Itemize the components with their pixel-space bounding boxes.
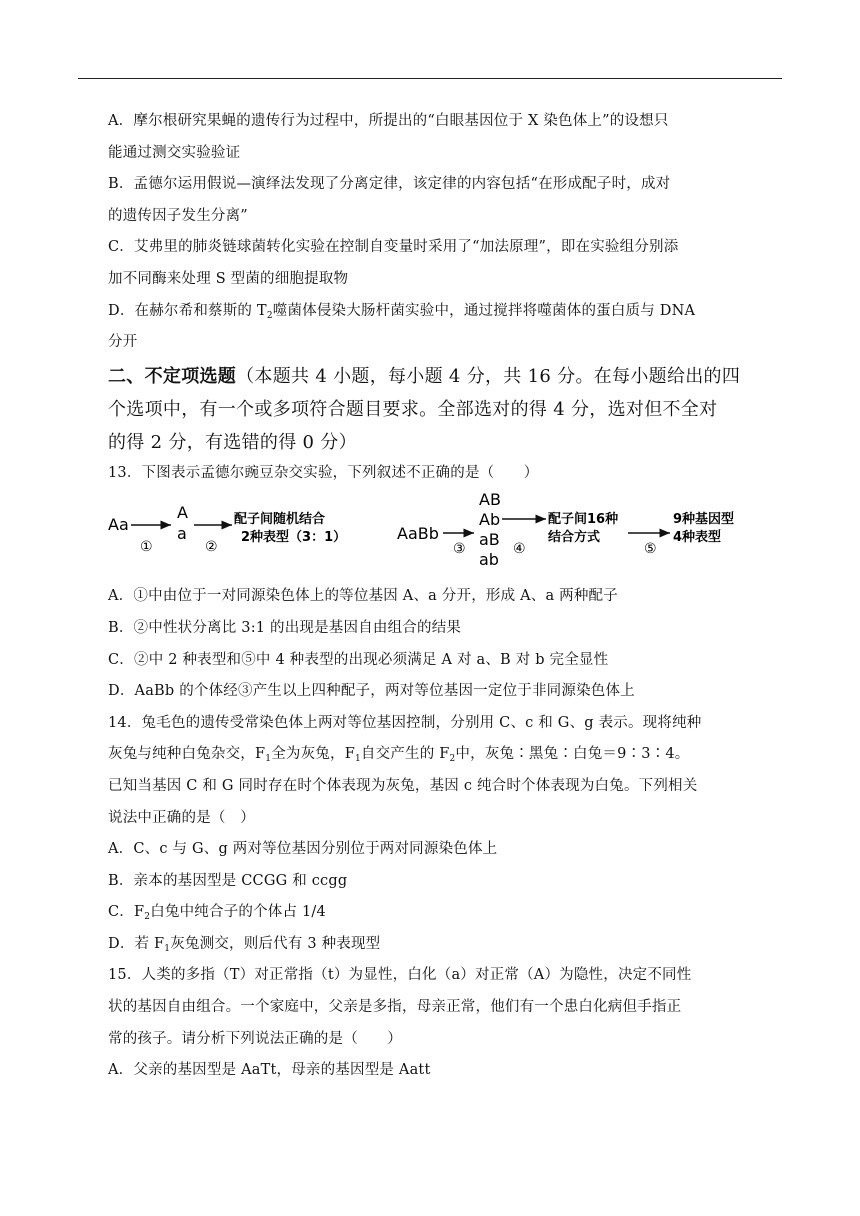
q14-stem-line2: 灰兔与纯种白兔杂交，$F_1$全为灰兔，$F_1$自交产生的 $F_2$中，灰兔∶黑兔∶白兔＝9∶3∶4。 [108, 746, 690, 765]
q13-cross-diagram [108, 493, 784, 575]
q13-option-b: B．②中性状分离比 3:1 的出现是基因自由组合的结果 [108, 619, 462, 636]
left-result-line1: 配子间随机结合 [234, 512, 326, 528]
gamete-AB: AB [479, 493, 501, 510]
q14-option-c: C．$F_2$白兔中纯合子的个体占 1/4 [108, 904, 326, 923]
q14-stem-line3: 已知当基因 C 和 G 同时存在时个体表现为灰兔，基因 c 纯合时个体表现为白兔。下列相关 [108, 777, 698, 794]
step-2-label: ② [205, 539, 218, 556]
q12-option-c-line1: C．艾弗里的肺炎链球菌转化实验在控制自变量时采用了“加法原理”，即在实验组分别添 [108, 239, 679, 256]
q13-option-d: D．AaBb 的个体经③产生以上四种配子，两对等位基因一定位于非同源染色体上 [108, 683, 635, 700]
section-2-heading-line1: 二、不定项选题（本题共 4 小题，每小题 4 分，共 16 分。在每小题给出的四 [108, 365, 741, 387]
q15-stem-line1: 15．人类的多指（T）对正常指（t）为显性，白化（a）对正常（A）为隐性，决定不同性 [108, 967, 692, 984]
parent-aa: Aa [108, 515, 129, 535]
q13-option-c: C．②中 2 种表型和⑤中 4 种表型的出现必须满足 A 对 a、B 对 b 完全显性 [108, 651, 609, 668]
exam-page [108, 106, 784, 1087]
q15-stem-line3: 常的孩子。请分析下列说法正确的是（ ） [108, 1030, 402, 1047]
q14-stem-line1: 14．兔毛色的遗传受常染色体上两对等位基因控制，分别用 C、c 和 G、g 表示。现将纯种 [108, 714, 702, 731]
section-2-heading-line3: 的得 2 分，有选错的得 0 分） [108, 431, 357, 453]
gamete-A: A [177, 503, 188, 523]
cross-diagram-svg [108, 493, 784, 575]
q12-option-d-line1: D．在赫尔希和蔡斯的 $T_2$噬菌体侵染大肠杆菌实验中，通过搅拌将噬菌体的蛋白质与 DNA [108, 302, 696, 321]
right-result-line1: 9种基因型 [673, 512, 735, 528]
gamete-Ab: Ab [479, 510, 501, 530]
q14-option-a: A．C、c 与 G、g 两对等位基因分别位于两对同源染色体上 [108, 841, 498, 858]
q13-stem: 13．下图表示孟德尔豌豆杂交实验，下列叙述不正确的是（ ） [108, 464, 539, 481]
q12-option-d-line2: 分开 [108, 334, 138, 351]
q12-option-b-line1: B．孟德尔运用假说—演绎法发现了分离定律，该定律的内容包括“在形成配子时，成对 [108, 176, 671, 193]
q12-option-c-line2: 加不同酶来处理 S 型菌的细胞提取物 [108, 270, 349, 287]
mid-line1: 配子间16种 [548, 512, 619, 528]
step-5-label: ⑤ [644, 541, 657, 558]
q14-stem-line4: 说法中正确的是（ ） [108, 809, 255, 826]
parent-aabb: AaBb [397, 524, 439, 544]
q12-option-a-line1: A．摩尔根研究果蝇的遗传行为过程中，所提出的“白眼基因位于 X 染色体上”的设想只 [108, 113, 669, 129]
left-result-line2: 2种表型（3：1） [241, 530, 347, 546]
right-result-line2: 4种表型 [673, 530, 722, 546]
q12-option-a-line2: 能通过测交实验验证 [108, 144, 241, 161]
gamete-a: a [177, 524, 187, 544]
header-rule [78, 78, 782, 79]
step-1-label: ① [140, 539, 153, 556]
q12-option-b-line2: 的遗传因子发生分离” [108, 207, 248, 224]
step-4-label: ④ [513, 541, 526, 558]
section-2-title: 二、不定项选题 [108, 365, 237, 387]
q14-option-b: B．亲本的基因型是 CCGG 和 ccgg [108, 872, 348, 889]
section-2-heading-line2: 个选项中，有一个或多项符合题目要求。全部选对的得 4 分，选对但不全对 [108, 398, 718, 420]
step-3-label: ③ [453, 541, 466, 558]
mid-line2: 结合方式 [548, 530, 601, 546]
q14-option-d: D．若 $F_1$灰兔测交，则后代有 3 种表现型 [108, 935, 381, 954]
q13-option-a: A．①中由位于一对同源染色体上的等位基因 A、a 分开，形成 A、a 两种配子 [108, 588, 618, 605]
q15-stem-line2: 状的基因自由组合。一个家庭中，父亲是多指，母亲正常，他们有一个患白化病但手指正 [108, 999, 682, 1016]
gamete-aB: aB [479, 530, 500, 550]
q15-option-a: A．父亲的基因型是 AaTt，母亲的基因型是 Aatt [108, 1062, 431, 1079]
gamete-ab: ab [479, 550, 499, 570]
